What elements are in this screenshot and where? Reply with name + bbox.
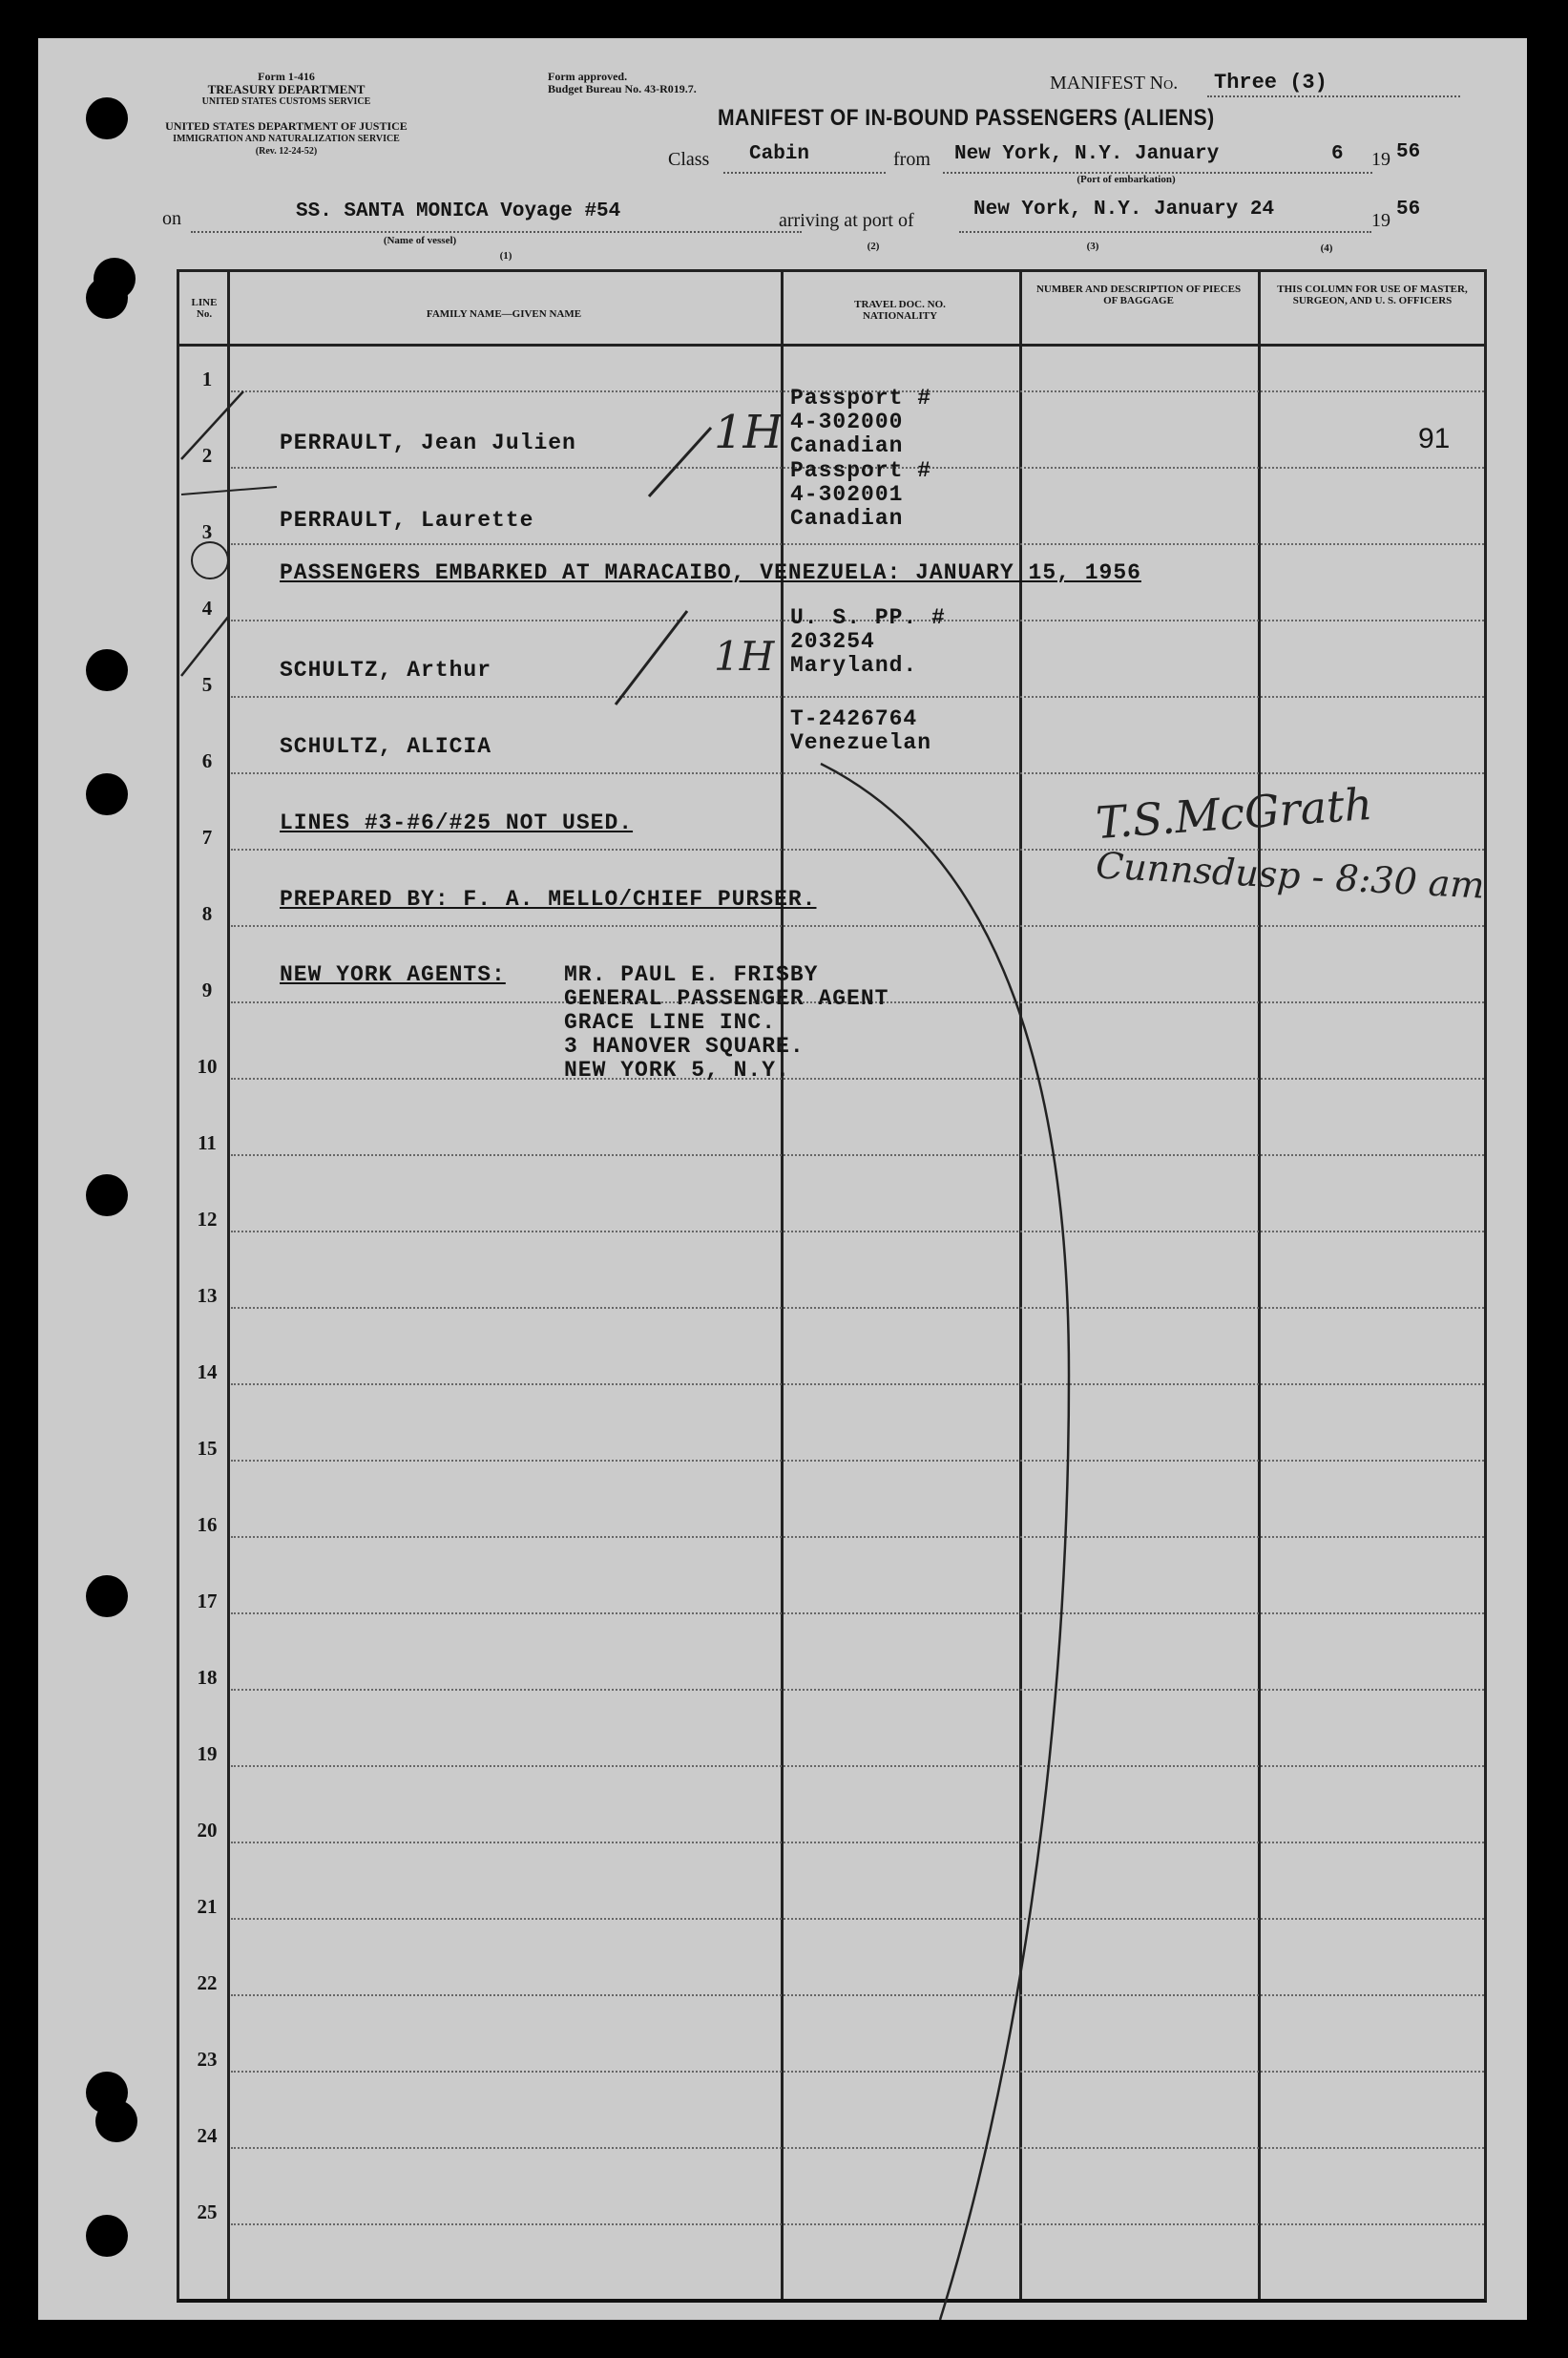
nationality: Venezuelan	[790, 730, 932, 755]
line-number: 8	[201, 902, 213, 925]
line-number: 9	[201, 979, 213, 1001]
doc-type: Passport #	[790, 458, 932, 483]
year-prefix: 19	[1371, 149, 1390, 170]
class-value: Cabin	[749, 143, 810, 165]
passenger-name: SCHULTZ, ALICIA	[280, 734, 492, 759]
passenger-name: SCHULTZ, Arthur	[280, 658, 492, 683]
circle-mark	[192, 542, 228, 579]
doc-number: 203254	[790, 629, 875, 654]
port-embarkation-caption: (Port of embarkation)	[1077, 174, 1176, 185]
revision-date: (Rev. 12-24-52)	[255, 146, 318, 157]
agent-name: MR. PAUL E. FRISBY	[564, 962, 819, 987]
nationality: Maryland.	[790, 653, 918, 678]
agent-city: NEW YORK 5, N.Y.	[564, 1058, 790, 1083]
line-number: 5	[201, 673, 213, 696]
passenger-name: PERRAULT, Jean Julien	[280, 431, 576, 455]
pen-strokes	[38, 38, 1527, 2320]
line-number: 6	[201, 749, 213, 772]
line-number: 4	[201, 597, 213, 620]
manifest-page	[38, 38, 1527, 2320]
line-number: 23	[197, 2048, 218, 2071]
form-approved-line: Form approved.	[548, 70, 628, 83]
arriving-year: 56	[1396, 199, 1421, 221]
line-number: 15	[197, 1437, 218, 1460]
from-value: New York, N.Y. January	[954, 143, 1220, 165]
mark-stroke	[649, 428, 711, 496]
arriving-label: arriving at port of	[779, 210, 914, 231]
justice-department: UNITED STATES DEPARTMENT OF JUSTICE	[165, 119, 408, 133]
doc-type: U. S. PP. #	[790, 605, 946, 630]
col-header-name: FAMILY NAME—GIVEN NAME	[426, 308, 582, 320]
inspector-note: Cunnsdusp - 8:30 am	[1095, 844, 1486, 907]
line-number: 7	[201, 826, 213, 849]
line-number: 20	[197, 1819, 218, 1842]
line-number: 13	[197, 1284, 218, 1307]
on-label: on	[162, 208, 181, 229]
col-caption-1: (1)	[499, 250, 512, 262]
check-stroke	[181, 616, 229, 676]
doc-number: T-2426764	[790, 706, 918, 731]
line-number: 22	[197, 1971, 218, 1994]
col-header-line-no: LINE No.	[191, 297, 218, 320]
line-number: 3	[201, 520, 213, 543]
line-number: 11	[198, 1131, 217, 1154]
line-number: 17	[197, 1590, 218, 1612]
nationality: Canadian	[790, 433, 904, 458]
doc-number: 4-302001	[790, 482, 904, 507]
agent-street: 3 HANOVER SQUARE.	[564, 1034, 805, 1059]
manifest-no-label: MANIFEST No.	[1050, 73, 1179, 94]
doc-type: Passport #	[790, 386, 932, 411]
agents-label: NEW YORK AGENTS:	[280, 962, 506, 987]
mark-stroke	[616, 611, 687, 705]
officer-number: 91	[1418, 423, 1451, 454]
col-header-officers: THIS COLUMN FOR USE OF MASTER, SURGEON, AND U. S. OFFICERS	[1277, 284, 1468, 306]
line-number: 21	[197, 1895, 218, 1918]
arriving-value: New York, N.Y. January 24	[973, 199, 1275, 221]
customs-service: UNITED STATES CUSTOMS SERVICE	[201, 96, 371, 107]
line-number: 1	[201, 368, 213, 390]
from-label: from	[893, 149, 930, 170]
col-caption-3: (3)	[1086, 241, 1099, 252]
from-day: 6	[1331, 143, 1344, 165]
ins-service: IMMIGRATION AND NATURALIZATION SERVICE	[173, 134, 400, 144]
col-caption-4: (4)	[1320, 242, 1333, 254]
form-number: Form 1-416	[258, 70, 315, 83]
line-number: 18	[197, 1666, 218, 1689]
vessel-caption: (Name of vessel)	[383, 235, 457, 246]
passenger-name: PERRAULT, Laurette	[280, 508, 534, 533]
handwritten-mark: 1H	[714, 633, 775, 680]
col-header-baggage: NUMBER AND DESCRIPTION OF PIECES OF BAGGAGE	[1035, 284, 1242, 306]
line-number: 10	[197, 1055, 218, 1078]
manifest-no-value: Three (3)	[1214, 71, 1328, 95]
embarkation-note: PASSENGERS EMBARKED AT MARACAIBO, VENEZUELA: JANUARY 15, 1956	[280, 560, 1141, 585]
handwritten-mark: 1H	[714, 406, 784, 459]
line-number: 19	[197, 1742, 218, 1765]
nationality: Canadian	[790, 506, 904, 531]
line-number: 24	[197, 2124, 218, 2147]
vessel-value: SS. SANTA MONICA Voyage #54	[296, 200, 621, 222]
agent-company: GRACE LINE INC.	[564, 1010, 777, 1035]
class-label: Class	[668, 149, 710, 170]
line-number: 16	[197, 1513, 218, 1536]
col-header-travel-doc: TRAVEL DOC. NO. NATIONALITY	[854, 299, 946, 322]
year-prefix: 19	[1371, 210, 1390, 231]
line-number: 2	[201, 444, 213, 467]
check-stroke	[181, 487, 277, 495]
check-stroke	[181, 391, 243, 459]
col-caption-2: (2)	[867, 241, 880, 252]
officer-signature: T.S.McGrath	[1094, 777, 1374, 850]
prepared-by-note: PREPARED BY: F. A. MELLO/CHIEF PURSER.	[280, 887, 817, 912]
treasury-department: TREASURY DEPARTMENT	[207, 82, 366, 96]
line-number: 25	[197, 2200, 218, 2223]
line-number: 14	[197, 1360, 218, 1383]
doc-number: 4-302000	[790, 410, 904, 434]
lines-not-used-note: LINES #3-#6/#25 NOT USED.	[280, 811, 634, 835]
agent-title: GENERAL PASSENGER AGENT	[564, 986, 889, 1011]
budget-bureau-line: Budget Bureau No. 43-R019.7.	[548, 82, 697, 95]
document-title: MANIFEST OF IN-BOUND PASSENGERS (ALIENS)	[718, 105, 1215, 131]
line-number: 12	[197, 1208, 218, 1231]
from-year: 56	[1396, 141, 1421, 163]
long-pen-line	[821, 764, 1069, 2320]
